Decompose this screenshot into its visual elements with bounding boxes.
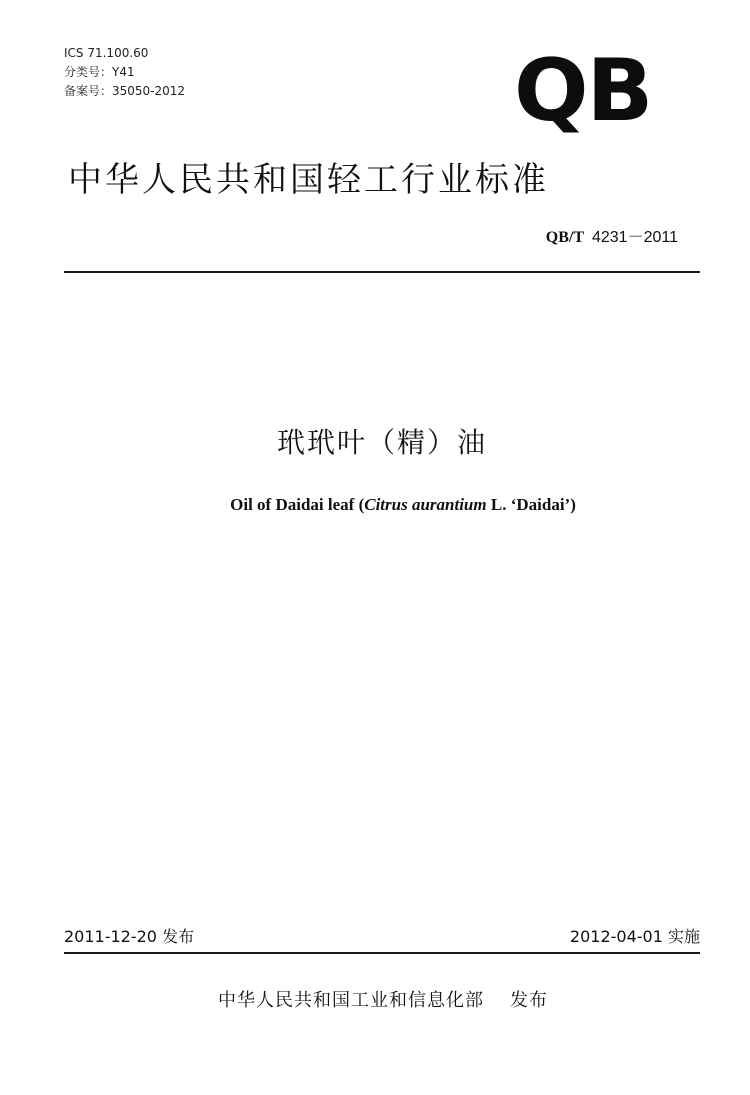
- publisher-line: [0, 988, 750, 1014]
- issue-date: 2011-12-20 发布: [64, 927, 195, 946]
- classification-code: 分类号：Y41: [64, 65, 135, 79]
- title-en-part-1: Oil of Daidai leaf (: [230, 495, 365, 514]
- title-en-latin-name: Citrus aurantium: [364, 495, 487, 514]
- standard-code-number: 4231－2011: [591, 229, 678, 246]
- document-title-en: [0, 493, 750, 517]
- qb-logo: QB: [514, 41, 652, 141]
- standard-category-title: 中华人民共和国轻工行业标准: [68, 160, 549, 200]
- standard-code-prefix: QB/T: [545, 229, 584, 246]
- bottom-divider: [64, 952, 700, 954]
- publisher-name: 中华人民共和国工业和信息化部: [218, 990, 484, 1011]
- document-title-cn-text: 玳玳叶（精）油: [276, 426, 487, 459]
- standard-metadata: [64, 44, 185, 101]
- publish-action: 发布: [510, 990, 548, 1011]
- standard-code: [546, 227, 678, 249]
- title-en-part-2: L. ‘Daidai’): [486, 495, 576, 514]
- document-title-cn: [0, 423, 750, 463]
- implementation-date: 2012-04-01 实施: [569, 927, 700, 946]
- ics-code: ICS 71.100.60: [64, 46, 149, 60]
- top-divider: [64, 271, 700, 273]
- filing-number: 备案号：35050-2012: [64, 84, 186, 98]
